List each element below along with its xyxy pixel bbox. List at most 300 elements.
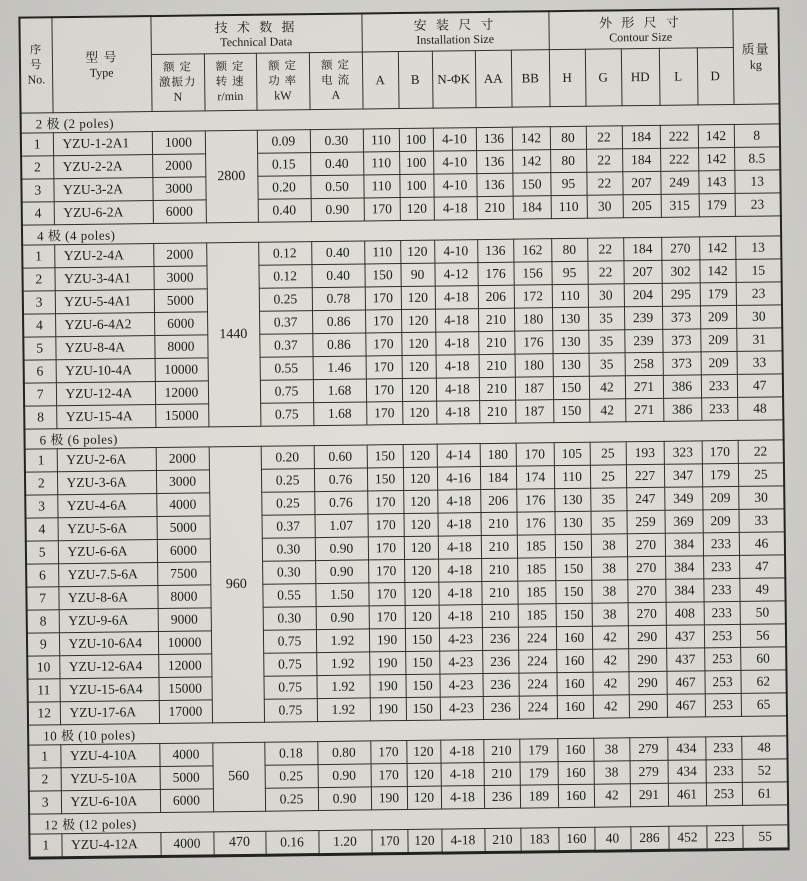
value-cell: 30: [587, 195, 623, 218]
value-cell: 120: [401, 309, 435, 332]
value-cell: 206: [478, 285, 514, 308]
value-cell: 4-18: [439, 605, 482, 629]
value-cell: 290: [628, 648, 666, 671]
row-number: 6: [26, 564, 58, 587]
value-cell: 12000: [155, 381, 208, 405]
value-cell: 253: [704, 670, 740, 693]
value-cell: 210: [482, 604, 518, 627]
value-cell: 170: [366, 402, 402, 425]
value-cell: 253: [705, 693, 741, 716]
value-cell: 170: [364, 198, 400, 221]
value-cell: 0.30: [263, 607, 316, 631]
value-cell: 210: [481, 535, 517, 558]
value-cell: 249: [660, 171, 698, 194]
value-cell: 0.12: [258, 265, 311, 289]
value-cell: 8000: [157, 585, 210, 609]
value-cell: 170: [368, 560, 404, 583]
value-cell: 130: [553, 353, 589, 376]
value-cell: 130: [554, 511, 590, 534]
value-cell: 150: [512, 173, 550, 196]
model-type: YZU-15-4A: [56, 405, 155, 429]
value-cell: 0.75: [263, 653, 316, 677]
value-cell: 210: [480, 512, 516, 535]
value-cell: 105: [554, 442, 590, 465]
value-cell: 95: [550, 172, 586, 195]
value-cell: 209: [700, 328, 736, 351]
value-cell: 120: [403, 513, 437, 536]
value-cell: 0.18: [264, 742, 317, 766]
value-cell: 176: [516, 512, 554, 535]
value-cell: 95: [551, 261, 587, 284]
value-cell: 142: [512, 127, 550, 150]
col-header-dimension: HD: [621, 48, 660, 105]
value-cell: 2000: [156, 447, 209, 471]
value-cell: 120: [403, 444, 437, 467]
value-cell: 170: [371, 763, 407, 786]
value-cell: 142: [699, 259, 735, 282]
mass-header-zh: 质量: [741, 41, 770, 57]
model-type: YZU-17-6A: [60, 701, 159, 725]
value-cell: 0.15: [257, 153, 310, 177]
value-cell: 170: [367, 514, 403, 537]
value-cell: 0.75: [260, 380, 313, 404]
value-cell: 233: [703, 578, 739, 601]
value-cell: 162: [513, 239, 551, 262]
col-header-rated-power: [256, 53, 310, 111]
value-cell: 120: [403, 467, 437, 490]
value-cell: 5000: [154, 289, 207, 313]
value-cell: 236: [484, 785, 520, 808]
value-cell: 179: [700, 282, 736, 305]
value-cell: 120: [401, 332, 435, 355]
value-cell: 1.20: [318, 830, 371, 855]
col-header-no: [19, 17, 52, 113]
technical-data-en: Technical Data: [220, 34, 293, 50]
model-type: YZU-15-6A4: [59, 678, 158, 702]
col-header-dimension: H: [549, 49, 586, 106]
value-cell: 253: [704, 624, 740, 647]
value-cell: 0.16: [265, 831, 318, 856]
installation-size-en: Installation Size: [416, 31, 495, 47]
value-cell: 384: [665, 533, 703, 556]
row-number: 8: [24, 406, 56, 429]
value-cell: 110: [364, 241, 400, 264]
value-cell: 120: [405, 605, 439, 628]
value-cell: 25: [590, 442, 626, 465]
model-type: YZU-9-6A: [59, 609, 158, 633]
value-cell: 47: [737, 374, 783, 398]
model-type: YZU-6-2A: [54, 201, 153, 225]
value-cell: 142: [698, 147, 734, 170]
value-cell: 42: [589, 376, 625, 399]
value-cell: 233: [701, 374, 737, 397]
value-cell: 373: [663, 352, 701, 375]
col-header-dimension: G: [585, 49, 622, 106]
model-type: YZU-3-4A1: [54, 267, 153, 291]
value-cell: 170: [365, 333, 401, 356]
col-header-dimension: N-ΦK: [432, 51, 476, 109]
value-cell: 150: [553, 399, 589, 422]
value-cell: 120: [407, 763, 441, 786]
value-cell: 259: [626, 510, 664, 533]
value-cell: 437: [666, 648, 704, 671]
value-cell: 6000: [157, 539, 210, 563]
header-line: 额 定: [321, 59, 351, 73]
value-cell: 210: [481, 581, 517, 604]
value-cell: 4-23: [440, 697, 483, 721]
value-cell: 4-18: [438, 582, 481, 606]
value-cell: 176: [514, 331, 552, 354]
value-cell: 253: [704, 647, 740, 670]
value-cell: 80: [550, 149, 586, 172]
value-cell: 80: [551, 238, 587, 261]
value-cell: 110: [363, 152, 399, 175]
header-line: 额 定: [215, 61, 245, 74]
value-cell: 286: [630, 826, 668, 850]
model-type: YZU-4-12A: [61, 833, 160, 858]
value-cell: 189: [520, 785, 558, 808]
value-cell: 15: [735, 259, 781, 283]
value-cell: 60: [740, 647, 786, 671]
value-cell: 170: [367, 491, 403, 514]
value-cell: 170: [365, 287, 401, 310]
value-cell: 210: [481, 558, 517, 581]
value-cell: 110: [363, 129, 399, 152]
value-cell: 15000: [155, 404, 208, 428]
value-cell: 467: [667, 694, 705, 717]
value-cell: 150: [367, 468, 403, 491]
value-cell: 176: [477, 262, 513, 285]
value-cell: 207: [623, 260, 661, 283]
value-cell: 224: [518, 673, 556, 696]
value-cell: 233: [705, 736, 741, 759]
value-cell: 150: [405, 651, 439, 674]
model-type: YZU-4-6A: [57, 494, 156, 518]
no-header-en: No.: [27, 72, 46, 87]
value-cell: 209: [702, 486, 738, 509]
value-cell: 30: [738, 486, 784, 510]
value-cell: 142: [699, 236, 735, 259]
value-cell: 4-18: [434, 197, 477, 221]
header-unit: r/min: [217, 88, 244, 104]
row-number: 10: [27, 656, 59, 679]
value-cell: 2000: [152, 154, 205, 178]
value-cell: 270: [661, 237, 699, 260]
value-cell: 4-23: [439, 674, 482, 698]
value-cell: 223: [706, 825, 742, 849]
value-cell: 233: [701, 397, 737, 420]
value-cell: 170: [371, 829, 407, 853]
value-cell: 185: [517, 558, 555, 581]
value-cell: 184: [622, 148, 660, 171]
value-cell: 160: [556, 649, 592, 672]
value-cell: 4-23: [439, 651, 482, 675]
value-cell: 150: [555, 534, 591, 557]
value-cell: 42: [592, 672, 628, 695]
value-cell: 142: [698, 124, 734, 147]
value-cell: 227: [626, 464, 664, 487]
col-header-rated-force: [151, 54, 205, 112]
value-cell: 271: [625, 398, 663, 421]
rated-speed-cell: 2800: [205, 130, 258, 223]
value-cell: 22: [586, 126, 622, 149]
header-line: 电 流: [321, 74, 351, 87]
value-cell: 4-18: [438, 559, 481, 583]
value-cell: 0.55: [260, 357, 313, 381]
value-cell: 38: [591, 534, 627, 557]
value-cell: 22: [586, 172, 622, 195]
value-cell: 185: [517, 581, 555, 604]
value-cell: 46: [739, 532, 785, 556]
value-cell: 160: [556, 626, 592, 649]
col-header-rated-speed: [204, 53, 257, 111]
row-number: 12: [28, 702, 60, 725]
col-header-type: [51, 16, 151, 113]
value-cell: 110: [554, 465, 590, 488]
value-cell: 0.86: [312, 310, 365, 334]
value-cell: 0.76: [314, 491, 367, 515]
value-cell: 373: [662, 329, 700, 352]
value-cell: 0.75: [264, 699, 317, 723]
value-cell: 10000: [155, 358, 208, 382]
row-number: 9: [27, 633, 59, 656]
col-header-dimension: D: [697, 47, 734, 104]
value-cell: 10000: [158, 631, 211, 655]
value-cell: 110: [363, 175, 399, 198]
value-cell: 150: [406, 697, 440, 720]
value-cell: 120: [406, 740, 440, 763]
value-cell: 3000: [152, 177, 205, 201]
installation-size-zh: 安 装 尺 寸: [413, 16, 497, 33]
value-cell: 170: [370, 740, 406, 763]
rated-speed-cell: 1440: [206, 242, 260, 427]
value-cell: 4-18: [436, 355, 479, 379]
value-cell: 172: [514, 285, 552, 308]
value-cell: 22: [587, 261, 623, 284]
value-cell: 120: [407, 829, 441, 853]
value-cell: 233: [703, 555, 739, 578]
value-cell: 190: [371, 786, 407, 809]
value-cell: 290: [628, 625, 666, 648]
value-cell: 210: [484, 762, 520, 785]
value-cell: 236: [483, 696, 519, 719]
value-cell: 187: [515, 400, 553, 423]
value-cell: 22: [586, 149, 622, 172]
value-cell: 35: [589, 353, 625, 376]
value-cell: 461: [668, 783, 706, 806]
value-cell: 42: [589, 399, 625, 422]
value-cell: 130: [554, 488, 590, 511]
value-cell: 80: [550, 126, 586, 149]
value-cell: 180: [480, 443, 516, 466]
value-cell: 349: [664, 487, 702, 510]
value-cell: 239: [624, 329, 662, 352]
value-cell: 347: [664, 464, 702, 487]
header-unit: kW: [274, 88, 292, 103]
no-header-zh-2: 号: [29, 58, 43, 72]
model-type: YZU-3-6A: [57, 471, 156, 495]
value-cell: 4-23: [439, 628, 482, 652]
value-cell: 373: [662, 306, 700, 329]
value-cell: 120: [402, 378, 436, 401]
value-cell: 184: [622, 125, 660, 148]
model-type: YZU-10-6A4: [59, 632, 158, 656]
value-cell: 323: [664, 441, 702, 464]
value-cell: 65: [741, 693, 787, 717]
value-cell: 271: [625, 375, 663, 398]
model-type: YZU-10-4A: [56, 359, 155, 383]
value-cell: 384: [665, 579, 703, 602]
value-cell: 0.86: [312, 333, 365, 357]
value-cell: 23: [736, 282, 782, 306]
value-cell: 290: [629, 694, 667, 717]
type-header-en: Type: [89, 65, 114, 80]
value-cell: 150: [555, 557, 591, 580]
value-cell: 0.40: [258, 199, 311, 223]
value-cell: 270: [627, 533, 665, 556]
value-cell: 5000: [160, 766, 213, 790]
value-cell: 160: [558, 784, 594, 807]
value-cell: 0.25: [259, 288, 312, 312]
value-cell: 4-18: [435, 286, 478, 310]
row-number: 2: [29, 768, 61, 791]
value-cell: 247: [626, 487, 664, 510]
value-cell: 0.30: [262, 561, 315, 585]
row-number: 3: [25, 495, 57, 518]
model-type: YZU-2-4A: [54, 244, 153, 268]
value-cell: 369: [664, 510, 702, 533]
row-number: 2: [21, 156, 53, 179]
value-cell: 4-10: [434, 240, 477, 264]
value-cell: 0.90: [311, 198, 364, 222]
value-cell: 150: [553, 376, 589, 399]
value-cell: 4-10: [433, 128, 476, 152]
value-cell: 0.75: [263, 630, 316, 654]
value-cell: 190: [369, 674, 405, 697]
value-cell: 90: [400, 263, 434, 286]
value-cell: 190: [369, 629, 405, 652]
value-cell: 210: [478, 308, 514, 331]
value-cell: 0.20: [257, 176, 310, 200]
value-cell: 0.40: [311, 241, 364, 265]
value-cell: 150: [405, 628, 439, 651]
value-cell: 209: [701, 351, 737, 374]
value-cell: 222: [660, 148, 698, 171]
value-cell: 233: [703, 532, 739, 555]
value-cell: 0.09: [257, 130, 310, 154]
value-cell: 0.30: [310, 129, 363, 153]
row-number: 11: [27, 679, 59, 702]
row-number: 7: [24, 383, 56, 406]
value-cell: 136: [476, 127, 512, 150]
value-cell: 302: [661, 260, 699, 283]
value-cell: 180: [514, 308, 552, 331]
section-title: 2 极 (2 poles): [21, 104, 780, 133]
value-cell: 3000: [156, 470, 209, 494]
value-cell: 22: [587, 238, 623, 261]
value-cell: 7500: [157, 562, 210, 586]
model-type: YZU-5-10A: [61, 767, 160, 791]
value-cell: 0.76: [314, 468, 367, 492]
value-cell: 222: [660, 125, 698, 148]
value-cell: 4000: [160, 832, 213, 857]
value-cell: 25: [738, 463, 784, 487]
value-cell: 210: [478, 331, 514, 354]
value-cell: 434: [667, 737, 705, 760]
value-cell: 42: [594, 784, 630, 807]
value-cell: 190: [370, 697, 406, 720]
value-cell: 179: [699, 193, 735, 216]
value-cell: 100: [399, 174, 433, 197]
value-cell: 110: [552, 284, 588, 307]
value-cell: 35: [588, 307, 624, 330]
value-cell: 30: [588, 284, 624, 307]
model-type: YZU-12-4A: [56, 382, 155, 406]
value-cell: 38: [594, 761, 630, 784]
value-cell: 4-18: [435, 309, 478, 333]
value-cell: 33: [737, 351, 783, 375]
value-cell: 224: [519, 696, 557, 719]
value-cell: 210: [483, 739, 519, 762]
model-type: YZU-2-6A: [57, 448, 156, 472]
value-cell: 35: [590, 511, 626, 534]
value-cell: 0.30: [262, 538, 315, 562]
value-cell: 2000: [153, 243, 206, 267]
value-cell: 4-18: [441, 829, 484, 854]
value-cell: 61: [742, 782, 788, 806]
value-cell: 142: [512, 150, 550, 173]
value-cell: 120: [403, 490, 437, 513]
value-cell: 120: [407, 786, 441, 809]
value-cell: 384: [665, 556, 703, 579]
value-cell: 434: [668, 760, 706, 783]
value-cell: 23: [735, 193, 781, 217]
row-number: 3: [21, 179, 53, 202]
rated-speed-cell: 960: [209, 446, 264, 723]
model-type: YZU-2-2A: [53, 155, 152, 179]
section-title: 6 极 (6 poles): [24, 420, 783, 449]
value-cell: 42: [593, 695, 629, 718]
value-cell: 150: [367, 445, 403, 468]
value-cell: 183: [520, 828, 558, 852]
value-cell: 47: [739, 555, 785, 579]
value-cell: 4-18: [435, 332, 478, 356]
value-cell: 49: [739, 578, 785, 602]
value-cell: 120: [404, 582, 438, 605]
value-cell: 270: [627, 556, 665, 579]
value-cell: 130: [552, 307, 588, 330]
value-cell: 185: [517, 535, 555, 558]
value-cell: 38: [592, 603, 628, 626]
value-cell: 290: [628, 671, 666, 694]
value-cell: 9000: [158, 608, 211, 632]
value-cell: 0.37: [259, 334, 312, 358]
row-number: 8: [27, 610, 59, 633]
value-cell: 210: [479, 377, 515, 400]
rated-speed-cell: 470: [213, 831, 265, 856]
value-cell: 4-18: [441, 786, 484, 810]
row-number: 1: [21, 133, 53, 156]
value-cell: 4-14: [437, 444, 480, 468]
value-cell: 205: [623, 194, 661, 217]
value-cell: 170: [369, 606, 405, 629]
row-number: 5: [23, 337, 55, 360]
value-cell: 100: [399, 151, 433, 174]
value-cell: 0.75: [260, 403, 313, 427]
value-cell: 52: [742, 759, 788, 783]
value-cell: 4-10: [433, 151, 476, 175]
value-cell: 35: [590, 488, 626, 511]
